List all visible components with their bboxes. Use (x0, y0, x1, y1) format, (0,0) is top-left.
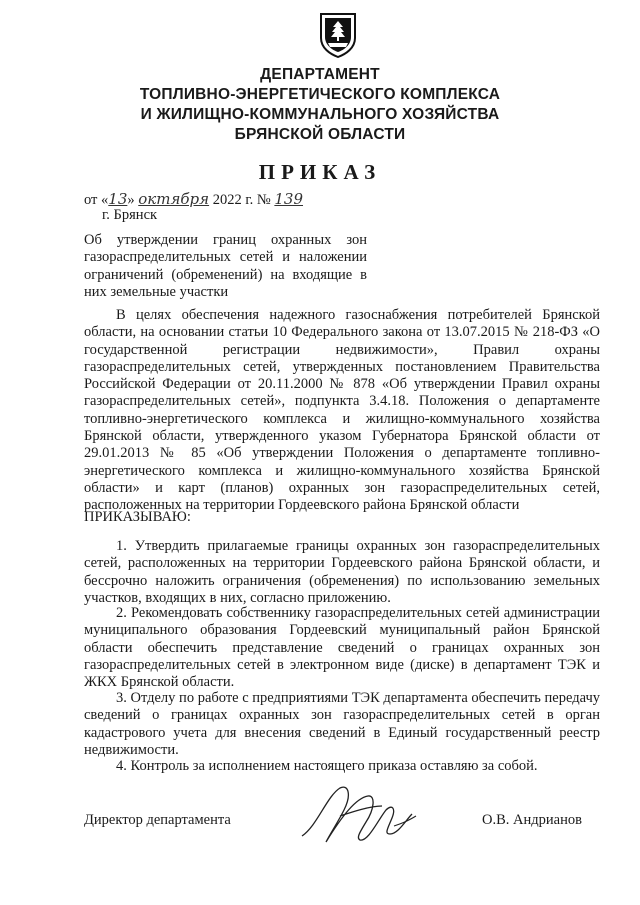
order-city: г. Брянск (102, 207, 158, 223)
coat-of-arms-emblem-icon (318, 12, 358, 58)
signer-name: О.В. Андрианов (482, 812, 582, 828)
order-number: 139 (274, 190, 304, 208)
department-name-line-4: БРЯНСКОЙ ОБЛАСТИ (234, 126, 406, 143)
order-item-4: 4. Контроль за исполнением настоящего приказа оставляю за собой. (116, 758, 538, 774)
date-mid: » (127, 192, 139, 208)
document-title: ПРИКАЗ (258, 160, 382, 184)
order-day: 13 (108, 190, 128, 208)
order-keyword: ПРИКАЗЫВАЮ: (84, 509, 191, 525)
department-name-line-3: И ЖИЛИЩНО-КОММУНАЛЬНОГО ХОЗЯЙСТВА (140, 106, 500, 123)
order-subject: Об утверждении границ охранных зон газораспределительных сетей и наложении ограничений (обременений) на входящие в них земельные участки (84, 232, 367, 301)
date-prefix: от « (84, 192, 109, 208)
order-item-1: 1. Утвердить прилагаемые границы охранных зон газораспределительных сетей, расположенных на территории Гордеевского района Брянской области, и бессрочно наложить ограничения (обременения) по использованию земельных участков, входящих в них, согласно приложению. (84, 538, 600, 606)
preamble-paragraph: В целях обеспечения надежного газоснабжения потребителей Брянской области, на основании статьи 10 Федерального закона от 13.07.2015 № 218-ФЗ «О государственной регистрации недвижимости», Правил охраны газораспределительных сетей, утвержденных постановлением Правительства Российской Федерации от 20.11.2000 № 878 «Об утверждении Правил охраны газораспределительных сетей», подпункта 3.4.18. Положения о департаменте топливно-энергетического комплекса и жилищно-коммунального хозяйства Брянской области, утвержденного указом Губернатора Брянской области от 29.01.2013 № 85 «Об утверждении Положения о департаменте топливно-энергетического комплекса и жилищно-коммунального хозяйства Брянской области» и карт (планов) охранных зон газораспределительных сетей, расположенных на территории Гордеевского района Брянской области (84, 307, 600, 514)
department-name-line-1: ДЕПАРТАМЕНТ (260, 66, 380, 83)
order-item-2: 2. Рекомендовать собственнику газораспределительных сетей администрации муниципального образования Гордеевский муниципальный район Брянской области обеспечить представление сведений о границах охранных зон газораспределительных сетей в электронном виде (диске) в департамент ТЭК и ЖКХ Брянской области. (84, 605, 600, 691)
signer-position: Директор департамента (84, 812, 231, 828)
handwritten-signature-icon (282, 776, 442, 856)
order-month: октября (138, 190, 210, 208)
department-name-line-2: ТОПЛИВНО-ЭНЕРГЕТИЧЕСКОГО КОМПЛЕКСА (139, 86, 501, 103)
order-year: 2022 г. № (209, 192, 271, 208)
order-item-3: 3. Отделу по работе с предприятиями ТЭК департамента обеспечить передачу сведений о границах охранных зон газораспределительных сетей в орган кадастрового учета для внесения сведений в Единый государственный реестр недвижимости. (84, 690, 600, 758)
